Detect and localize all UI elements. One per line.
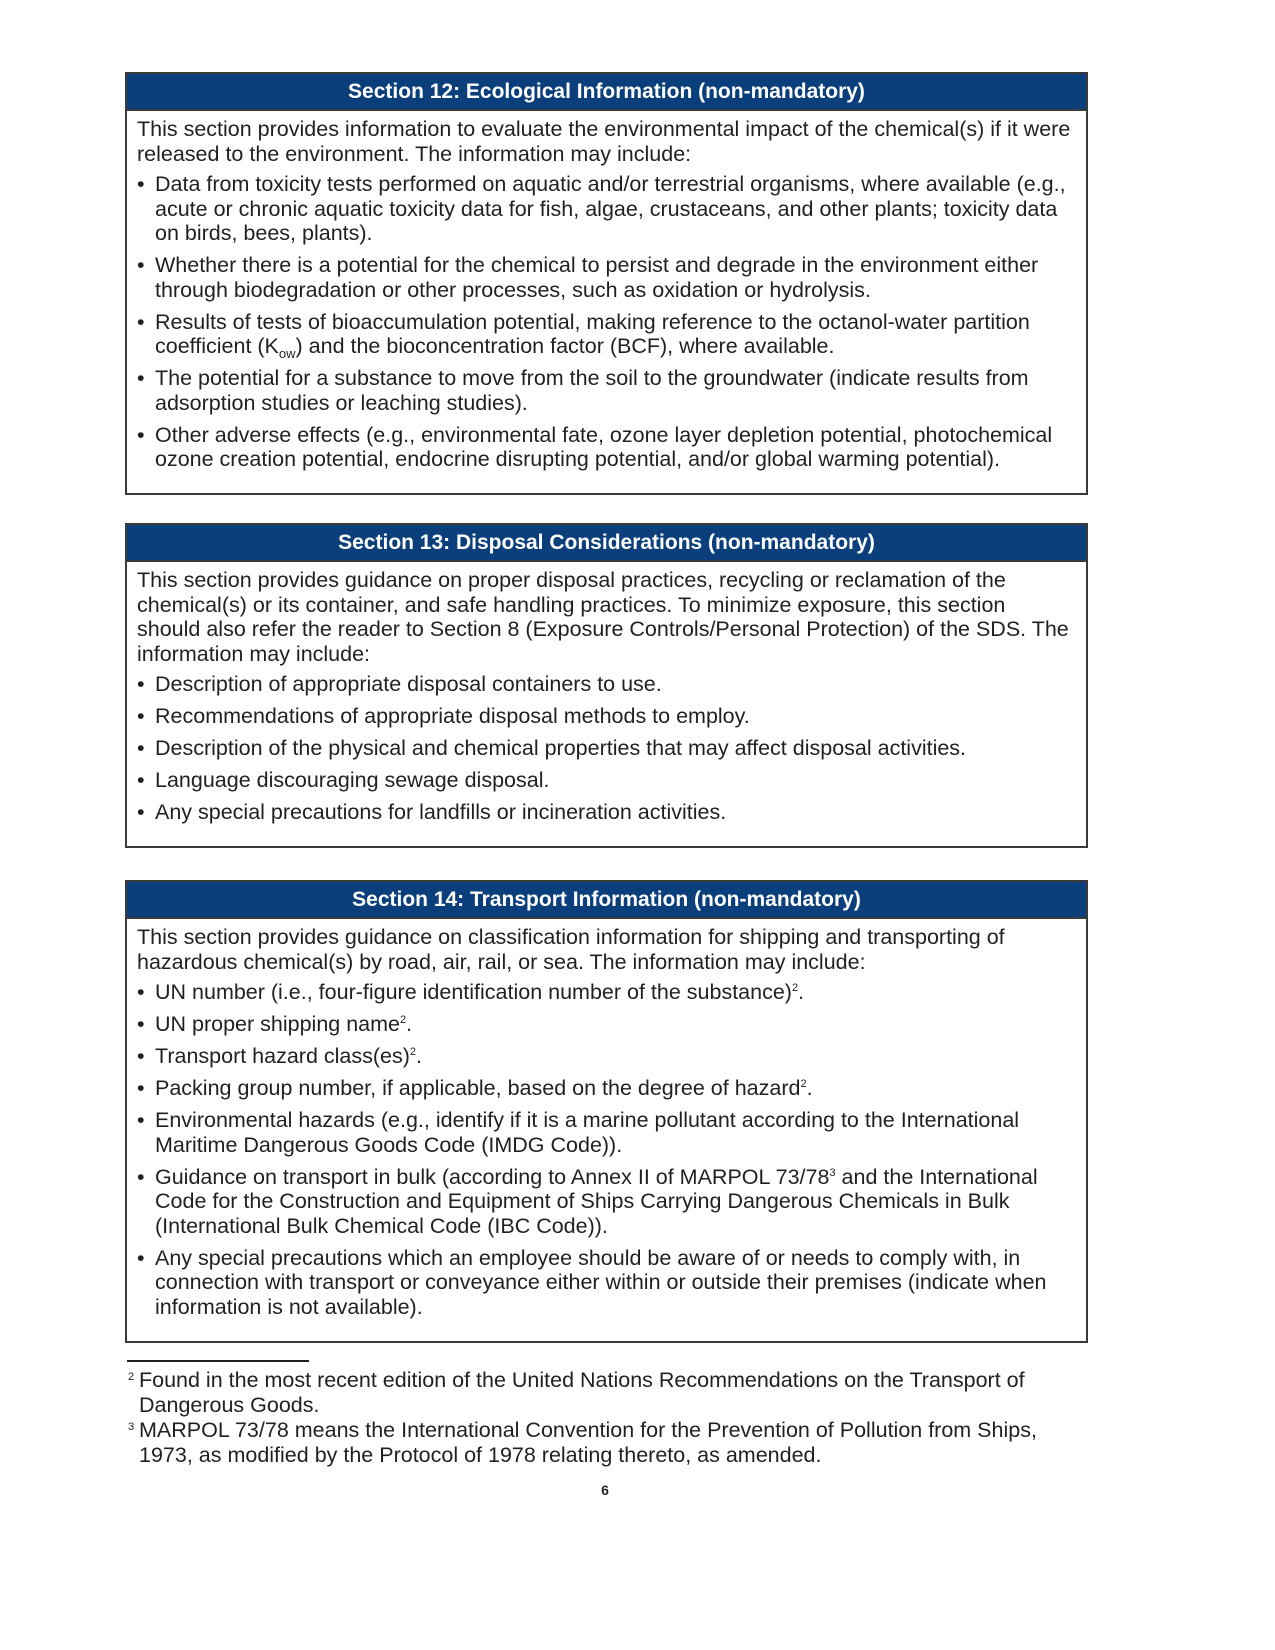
item-text: The potential for a substance to move from the soil to the groundwater (indicate results from adsorption studies or leaching studies). — [155, 366, 1029, 415]
list-item — [137, 1108, 1074, 1157]
list-item — [137, 172, 1074, 246]
list-item — [137, 800, 1074, 825]
item-text: Environmental hazards (e.g., identify if it is a marine pollutant according to the International Maritime Dangerous Goods Code (IMDG Code)). — [155, 1108, 1020, 1157]
list-item — [137, 980, 1074, 1005]
item-text: . — [798, 980, 805, 1004]
item-text: . — [806, 1076, 813, 1100]
bullet-list — [137, 172, 1074, 472]
item-text: ) and the bioconcentration factor (BCF), where available. — [295, 334, 835, 358]
item-text: Data from toxicity tests performed on aquatic and/or terrestrial organisms, where available (e.g., acute or chronic aquatic toxicity data for fish, algae, crustaceans, and other plants; toxicity data on birds, bees, plants). — [155, 172, 1066, 245]
list-item — [137, 1165, 1074, 1239]
section-box — [125, 880, 1088, 1343]
item-text: Any special precautions for landfills or incineration activities. — [155, 800, 727, 824]
footnote: 3 MARPOL 73/78 means the International Convention for the Prevention of Pollution from Ships, 1973, as modified by the Protocol of 1978 relating thereto, as amended. — [128, 1418, 1037, 1467]
item-text: Description of appropriate disposal containers to use. — [155, 672, 662, 696]
section-title: Section 12: Ecological Information (non-mandatory) — [127, 74, 1086, 111]
item-text: Description of the physical and chemical properties that may affect disposal activities. — [155, 736, 967, 760]
list-item — [137, 423, 1074, 472]
footnote-ref: 2 — [400, 1014, 407, 1026]
item-text: Any special precautions which an employee should be aware of or needs to comply with, in connection with transport or conveyance either within or outside their premises (indicate when information is not available). — [155, 1245, 1047, 1319]
list-item — [137, 736, 1074, 761]
item-text: Guidance on transport in bulk (according to Annex II of MARPOL 73/78 — [155, 1164, 830, 1189]
item-text: Recommendations of appropriate disposal methods to employ. — [155, 704, 750, 728]
item-text: and the International Code for the Construction and Equipment of Ships Carrying Dangerous Chemicals in Bulk (International Bulk Chemical Code (IBC Code)). — [155, 1164, 1038, 1238]
footnote-ref: 2 — [800, 1078, 807, 1090]
footnote-ref: 3 — [829, 1166, 836, 1179]
list-item — [137, 253, 1074, 302]
section-body — [127, 919, 1086, 1341]
list-item — [137, 366, 1074, 415]
footnote-text: MARPOL 73/78 means the International Convention for the Prevention of Pollution from Ships, 1973, as modified by the Protocol of 1978 relating thereto, as amended. — [139, 1418, 1037, 1467]
list-item — [137, 672, 1074, 697]
list-item — [137, 768, 1074, 793]
bullet-list — [137, 980, 1074, 1319]
list-item — [137, 310, 1074, 359]
section-intro: This section provides guidance on proper disposal practices, recycling or reclamation of the chemical(s) or its container, and safe handling practices. To minimize exposure, this section should also refer the reader to Section 8 (Exposure Controls/Personal Protection) of the SDS. The information may include: — [137, 568, 1069, 666]
item-text: Language discouraging sewage disposal. — [155, 768, 550, 792]
item-text: Results of tests of bioaccumulation potential, making reference to the octanol-water partition coefficient (K — [155, 309, 1030, 358]
item-text: UN number (i.e., four-figure identification number of the substance) — [155, 980, 792, 1004]
footnote-divider — [127, 1360, 309, 1362]
section-title: Section 13: Disposal Considerations (non-mandatory) — [127, 525, 1086, 562]
section-box — [125, 523, 1088, 848]
item-text: . — [416, 1044, 423, 1068]
list-item — [137, 1012, 1074, 1037]
list-item — [137, 1246, 1074, 1320]
footnote: 2 Found in the most recent edition of the United Nations Recommendations on the Transport of Dangerous Goods. — [128, 1368, 1025, 1417]
list-item — [137, 704, 1074, 729]
item-text: Packing group number, if applicable, based on the degree of hazard — [155, 1076, 801, 1100]
section-title: Section 14: Transport Information (non-mandatory) — [127, 882, 1086, 919]
list-item — [137, 1044, 1074, 1069]
list-item — [137, 1076, 1074, 1101]
bullet-list — [137, 672, 1074, 825]
footnote-ref: 2 — [409, 1046, 417, 1058]
footnote-ref: 2 — [791, 982, 799, 994]
section-intro: This section provides guidance on classification information for shipping and transporting of hazardous chemical(s) by road, air, rail, or sea. The information may include: — [137, 925, 1005, 974]
footnote-text: Found in the most recent edition of the United Nations Recommendations on the Transport of Dangerous Goods. — [139, 1368, 1025, 1417]
section-body — [127, 562, 1086, 846]
section-box — [125, 72, 1088, 495]
item-text: Transport hazard class(es) — [155, 1044, 410, 1068]
subscript: ow — [278, 346, 296, 361]
page-number: 6 — [601, 1482, 609, 1498]
section-intro: This section provides information to evaluate the environmental impact of the chemical(s) if it were released to the environment. The information may include: — [137, 117, 1071, 166]
item-text: . — [406, 1012, 413, 1036]
item-text: Whether there is a potential for the chemical to persist and degrade in the environment either through biodegradation or other processes, such as oxidation or hydrolysis. — [155, 253, 1039, 302]
item-text: UN proper shipping name — [155, 1012, 400, 1036]
footnotes — [128, 1368, 1068, 1468]
item-text: Other adverse effects (e.g., environmental fate, ozone layer depletion potential, photochemical ozone creation potential, endocrine disrupting potential, and/or global warming potential). — [155, 422, 1053, 471]
section-body — [127, 111, 1086, 493]
